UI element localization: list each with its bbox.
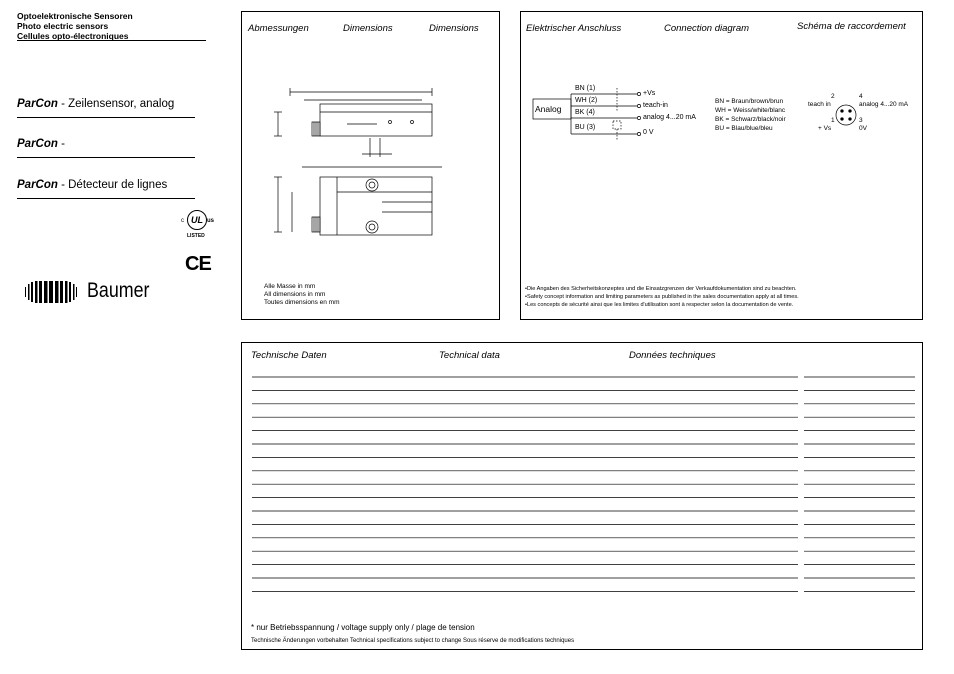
header-line-fr: Cellules opto-électroniques [17, 31, 129, 41]
color-legend: BN = Braun/brown/brun WH = Weiss/white/blanc BK = Schwarz/black/noir BU = Blau/blue/bleu [715, 98, 786, 132]
connection-title-fr: Schéma de raccordement [797, 21, 906, 32]
wiring-diagram [529, 82, 659, 152]
pin-4-label: analog 4...20 mA [859, 101, 909, 108]
product-name-en: ParCon - [17, 138, 65, 150]
wire-code-bk: BK (4) [575, 109, 595, 116]
wire-signal-analog: analog 4...20 mA [643, 114, 696, 121]
technical-footnote: * nur Betriebsspannung / voltage supply only / plage de tension [251, 623, 475, 632]
product-name-fr: ParCon - Détecteur de lignes [17, 179, 168, 191]
pin-2-label: teach in [808, 101, 831, 108]
ce-mark: CE [185, 253, 211, 275]
wire-signal-0v: 0 V [643, 129, 654, 136]
pin-1-label: + Vs [818, 125, 832, 132]
dimensions-title-de: Abmessungen [248, 23, 309, 34]
safety-notes: •Die Angaben des Sicherheitskonzeptes und die Einsatzgrenzen der Verkaufdokumentation sind zu beachten. •Safety concept information and limiting parameters as published in the sales documentation apply at all times. •Les concepts de sécurité ainsi que les limites d'utilisation sont à respecter selon la documentation de vente. [525, 286, 799, 308]
pin-1-number: 1 [831, 117, 835, 124]
ul-listed-mark: c UL us LISTED [181, 210, 217, 242]
wire-code-wh: WH (2) [575, 97, 598, 104]
dimensions-notes: Alle Masse in mm All dimensions in mm Toutes dimensions en mm [264, 283, 340, 306]
dimension-drawing [242, 82, 501, 242]
technical-title-de: Technische Daten [251, 350, 327, 361]
product-name-de: ParCon - Zeilensensor, analog [17, 98, 175, 110]
technical-title-fr: Données techniques [629, 350, 716, 361]
pin-3-number: 3 [859, 117, 863, 124]
analog-box-label: Analog [535, 104, 562, 114]
pin-4-number: 4 [859, 93, 863, 100]
wire-code-bn: BN (1) [575, 85, 596, 92]
wire-signal-teach: teach-in [643, 102, 668, 109]
wire-signal-vs: +Vs [643, 90, 656, 97]
dimensions-title-fr: Dimensions [429, 23, 479, 34]
header-rule [17, 40, 206, 41]
technical-footer: Technische Änderungen vorbehalten Technical specifications subject to change Sous réserve de modifications techniques [251, 638, 575, 644]
connection-title-en: Connection diagram [664, 23, 750, 34]
wire-code-bu: BU (3) [575, 124, 596, 131]
technical-data-rows [242, 343, 924, 603]
header-line-en: Photo electric sensors [17, 21, 109, 31]
connector-pin-diagram [834, 103, 858, 127]
connection-title-de: Elektrischer Anschluss [526, 23, 622, 34]
technical-data-panel [241, 342, 923, 650]
dimensions-title-en: Dimensions [343, 23, 393, 34]
dimensions-panel [241, 11, 500, 320]
pin-3-label: 0V [859, 125, 867, 132]
baumer-logo-text: Baumer [87, 279, 150, 302]
technical-title-en: Technical data [439, 350, 500, 361]
header-line-de: Optoelektronische Sensoren [17, 11, 133, 21]
connection-panel [520, 11, 923, 320]
pin-2-number: 2 [831, 93, 835, 100]
